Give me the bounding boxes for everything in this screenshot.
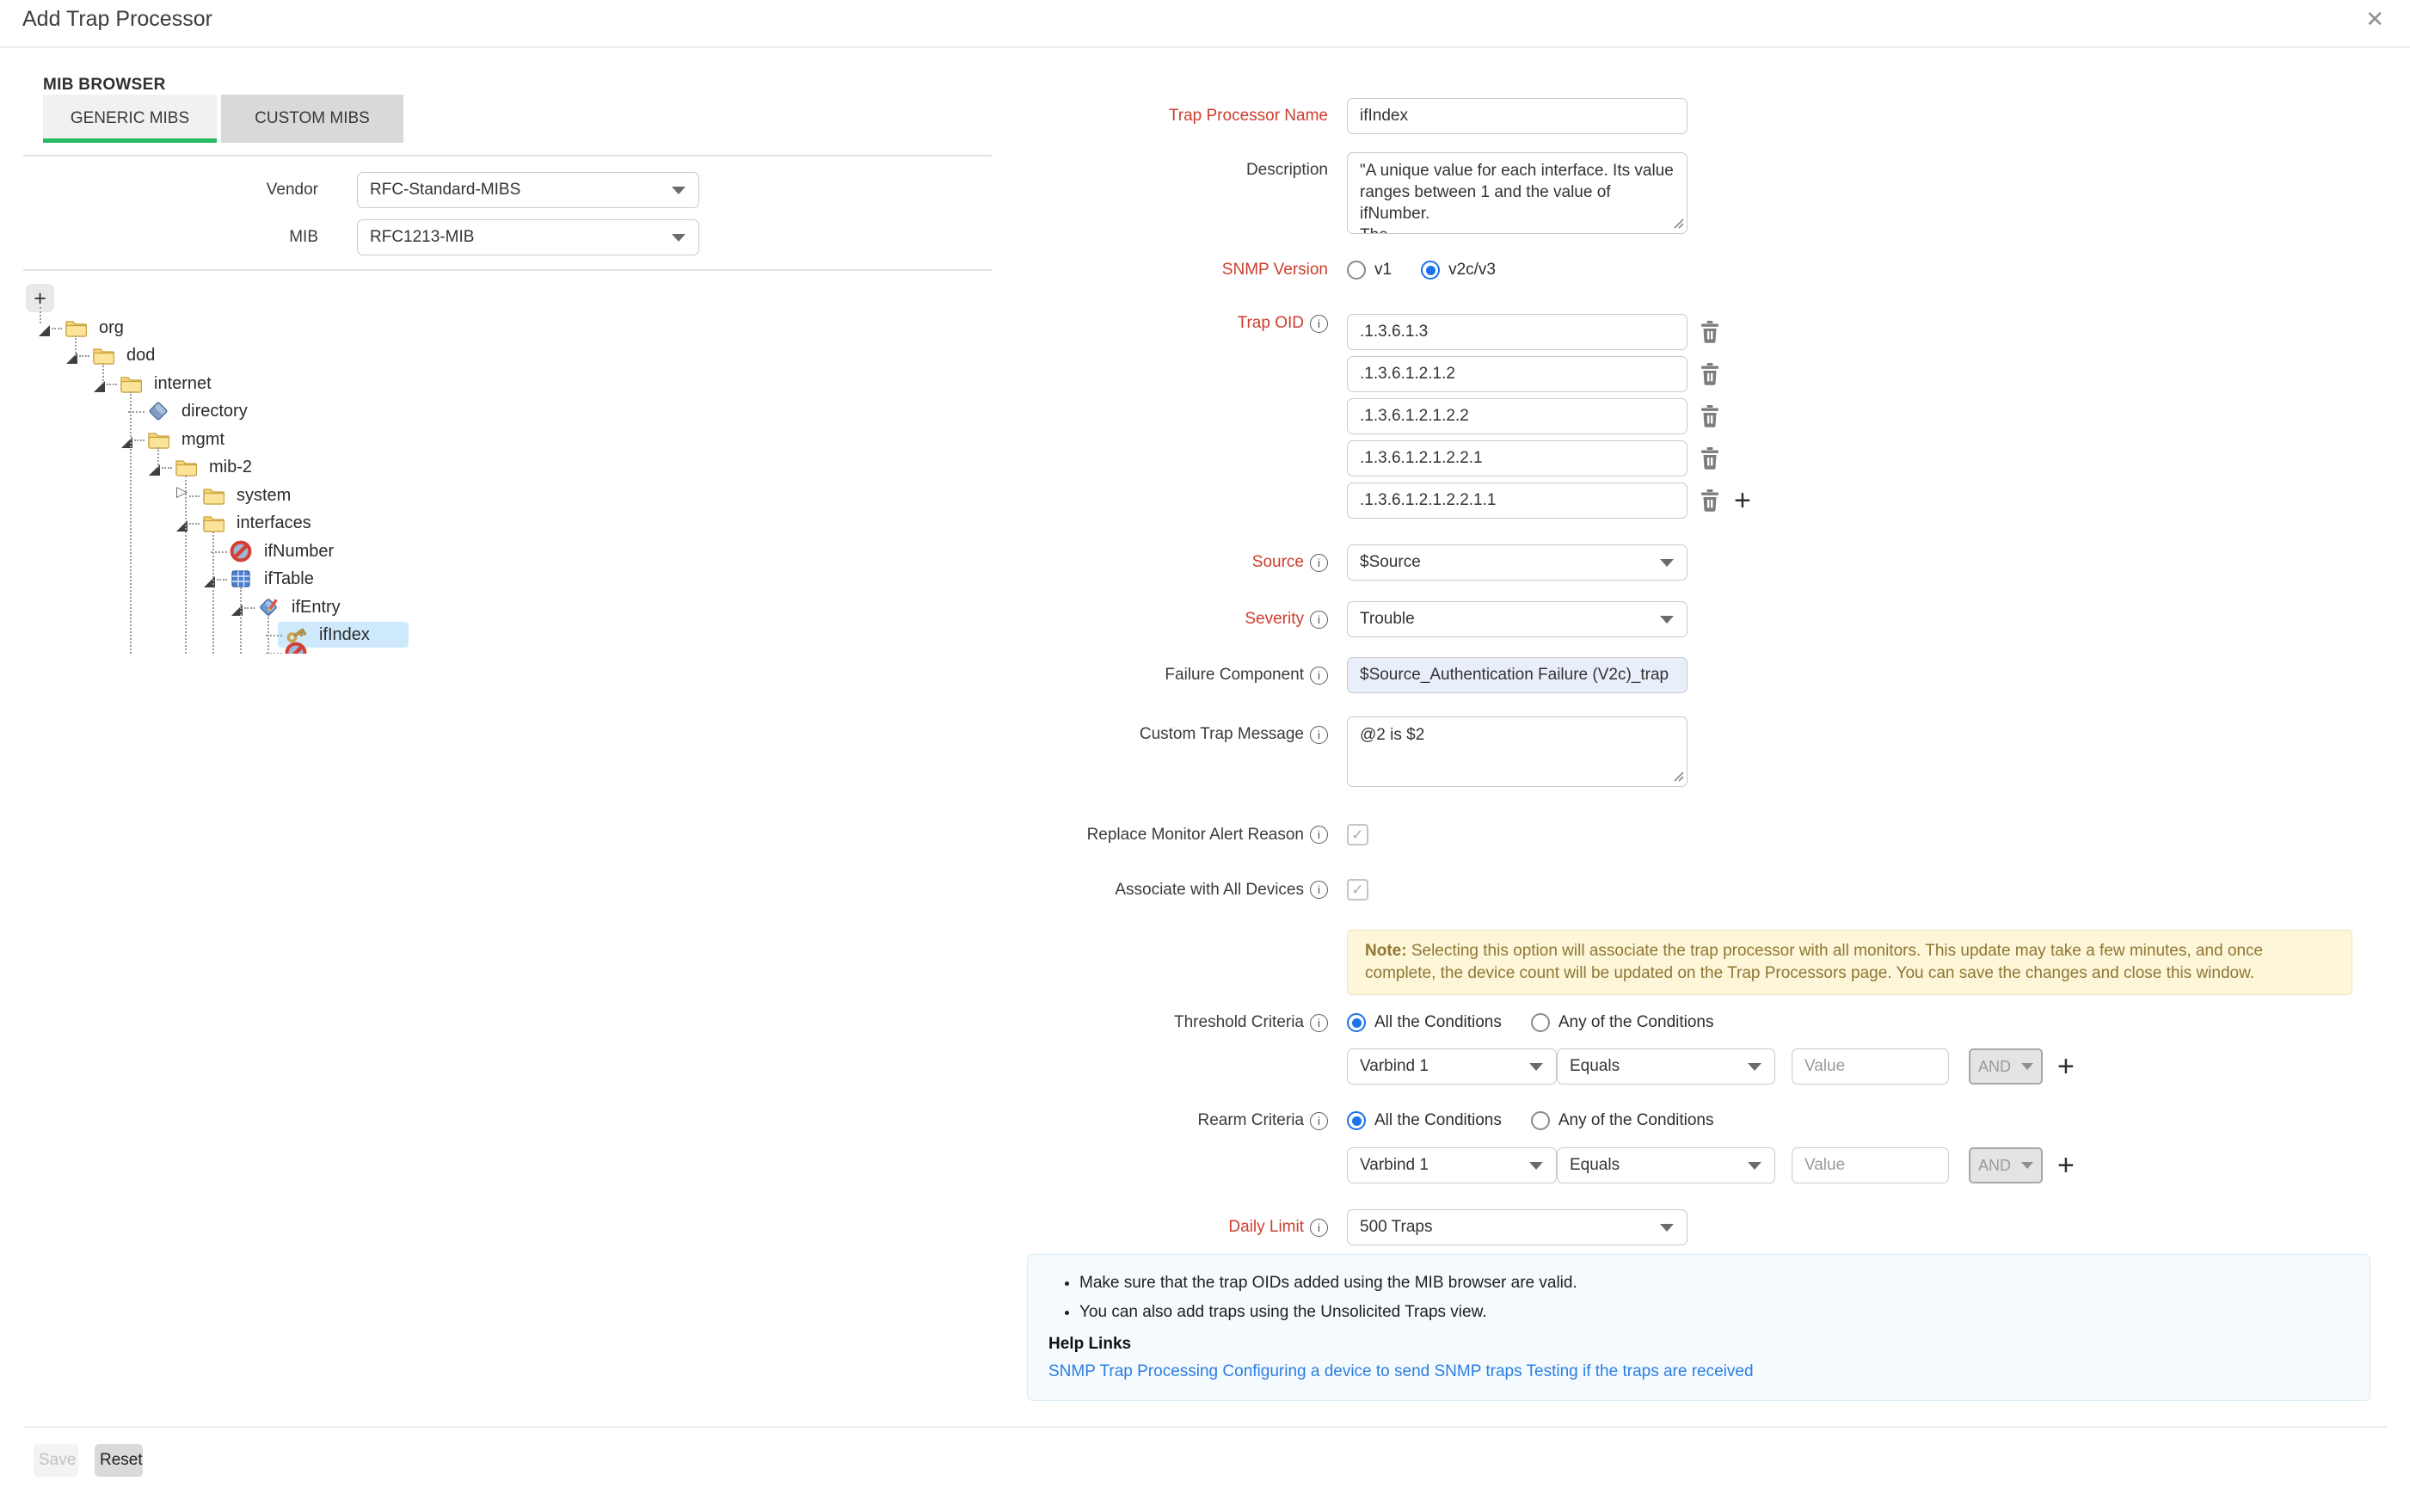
info-icon[interactable]: i [1310, 554, 1328, 572]
tree-node-label: mgmt [181, 429, 224, 449]
tree-connector-dots [217, 579, 227, 581]
footer-divider [23, 1426, 2387, 1428]
info-icon[interactable]: i [1310, 1014, 1328, 1032]
trap-oid-input[interactable] [1347, 356, 1688, 392]
info-icon[interactable]: i [1310, 1219, 1328, 1237]
check-icon: ✓ [1351, 826, 1364, 843]
associate-note [1347, 930, 2352, 995]
tree-connector-dots [189, 523, 200, 525]
resize-handle-icon[interactable] [1672, 217, 1684, 233]
vendor-label: Vendor [266, 181, 318, 199]
no-access-icon [230, 540, 252, 562]
tree-node-interfaces[interactable] [0, 508, 774, 538]
threshold-criteria-row [843, 1013, 1714, 1032]
chevron-down-icon [1529, 1063, 1543, 1071]
tree-node-internet[interactable] [0, 369, 774, 398]
tree-connector-dots [134, 439, 144, 441]
failure-component-row [843, 657, 1688, 693]
tree-expanded-arrow-icon[interactable] [39, 325, 50, 336]
no-access-icon [285, 642, 307, 654]
description-label: Description [1245, 161, 1328, 179]
tree-connector-dots [189, 495, 200, 497]
add-rearm-condition-button[interactable]: + [2057, 1149, 2075, 1182]
threshold-operator-value: Equals [1570, 1057, 1620, 1075]
tree-connector-line [157, 447, 159, 468]
tree-node-ifEntry[interactable] [0, 593, 774, 622]
vendor-value: RFC-Standard-MIBS [370, 181, 521, 199]
vendor-row [86, 172, 699, 208]
tree-connector-dots [79, 355, 89, 357]
trap-oid-input[interactable] [1347, 482, 1688, 519]
threshold-condition-row [1347, 1048, 2075, 1085]
note-prefix: Note: [1365, 942, 1407, 960]
trap-oid-input[interactable] [1347, 398, 1688, 434]
failure-component-label: Failure Component [1165, 666, 1304, 684]
tree-node-org[interactable] [0, 313, 774, 342]
trap-oid-row [1347, 398, 1751, 434]
snmp-v1-radio[interactable] [1347, 261, 1366, 280]
daily-limit-value: 500 Traps [1360, 1218, 1433, 1236]
tab-generic-mibs-label: GENERIC MIBS [70, 109, 190, 127]
help-links-title: Help Links [1048, 1335, 1132, 1353]
save-button[interactable]: Save [34, 1444, 78, 1477]
threshold-all-conditions-label: All the Conditions [1374, 1013, 1502, 1031]
tree-node-label: interfaces [237, 513, 311, 533]
help-link[interactable]: Configuring a device to send SNMP traps [1222, 1362, 1522, 1380]
associate-with-all-devices-row [843, 879, 1368, 900]
source-label: Source [1251, 553, 1304, 571]
rearm-all-conditions-label: All the Conditions [1374, 1111, 1502, 1129]
severity-select[interactable] [1347, 601, 1688, 637]
threshold-value-input[interactable] [1792, 1048, 1949, 1085]
tree-node-mib-2[interactable] [0, 452, 774, 482]
tree-node-mgmt[interactable] [0, 425, 774, 454]
header-divider [0, 46, 2410, 48]
tree-node-ifNumber[interactable] [0, 537, 774, 566]
chevron-down-icon [1660, 1224, 1674, 1232]
replace-monitor-alert-reason-checkbox[interactable] [1347, 824, 1368, 845]
failure-component-input[interactable] [1347, 657, 1688, 693]
threshold-criteria-label: Threshold Criteria [1174, 1013, 1304, 1031]
rearm-criteria-label: Rearm Criteria [1197, 1111, 1304, 1129]
daily-limit-select[interactable] [1347, 1209, 1688, 1245]
tree-node-label: internet [154, 373, 212, 393]
snmp-v2c-v3-radio[interactable] [1421, 261, 1440, 280]
rearm-varbind-select[interactable] [1347, 1147, 1557, 1183]
directory-icon [147, 400, 169, 422]
rearm-condition-row [1347, 1147, 2075, 1183]
threshold-varbind-value: Varbind 1 [1360, 1057, 1429, 1075]
tree-connector-dots [107, 384, 117, 385]
mib-value: RFC1213-MIB [370, 228, 475, 246]
tree-node-label: system [237, 485, 292, 505]
chevron-down-icon [672, 187, 685, 194]
trap-oid-row [1347, 440, 1751, 476]
delete-oid-trash-icon[interactable] [1700, 363, 1719, 386]
tree-node-label: ifEntry [292, 597, 341, 617]
tree-connector-dots [162, 467, 172, 469]
tree-node-label: ifIndex [319, 624, 370, 644]
tree-connector-line [240, 587, 242, 654]
tree-node-dod[interactable] [0, 341, 774, 370]
tree-expand-all-button[interactable]: + [26, 284, 54, 312]
trap-oid-input[interactable] [1347, 314, 1688, 350]
chevron-down-icon [1529, 1162, 1543, 1170]
trap-oid-label-row [843, 314, 1328, 333]
trap-processor-name-row [843, 98, 1688, 134]
tree-connector-dots [244, 607, 255, 609]
threshold-operator-select[interactable] [1557, 1048, 1775, 1085]
rearm-join-value: AND [1978, 1156, 2012, 1174]
mib-browser-heading: MIB BROWSER [43, 76, 166, 94]
tree-connector-line [40, 307, 41, 323]
tree-connector-line [102, 363, 104, 384]
add-oid-button[interactable]: + [1734, 484, 1751, 517]
tree-node-label: dod [126, 346, 156, 366]
threshold-all-conditions-radio[interactable] [1347, 1013, 1366, 1032]
trap-oid-row [1347, 356, 1751, 392]
tree-node-label: org [99, 318, 124, 337]
info-icon[interactable]: i [1310, 1112, 1328, 1130]
tree-node-ifTable[interactable] [0, 564, 774, 593]
chevron-down-icon [672, 234, 685, 242]
help-links [1048, 1362, 2349, 1381]
info-bullet-list [1048, 1272, 2349, 1323]
info-icon[interactable]: i [1310, 315, 1328, 333]
tree-connector-line [130, 391, 132, 654]
source-select[interactable] [1347, 544, 1688, 581]
mib-select[interactable] [357, 219, 699, 255]
chevron-down-icon [2021, 1162, 2033, 1169]
daily-limit-label: Daily Limit [1228, 1218, 1304, 1236]
info-icon[interactable]: i [1310, 667, 1328, 685]
description-row [843, 152, 1688, 238]
tree-connector-dots [52, 328, 62, 329]
severity-row [843, 601, 1688, 637]
rearm-all-conditions-radio[interactable] [1347, 1111, 1366, 1130]
rearm-any-conditions-radio[interactable] [1531, 1111, 1550, 1130]
info-icon[interactable]: i [1310, 611, 1328, 629]
tab-custom-mibs-label: CUSTOM MIBS [255, 109, 370, 127]
rearm-value-input[interactable] [1792, 1147, 1949, 1183]
help-info-box [1027, 1254, 2370, 1401]
add-threshold-condition-button[interactable]: + [2057, 1050, 2075, 1083]
reset-button[interactable]: Reset [95, 1444, 143, 1477]
rearm-criteria-row [843, 1111, 1714, 1130]
tree-collapsed-arrow-icon[interactable]: ▷ [176, 482, 188, 500]
page-title: Add Trap Processor [22, 7, 212, 31]
severity-label: Severity [1245, 610, 1304, 628]
info-icon[interactable]: i [1310, 726, 1328, 744]
mib-row [86, 219, 699, 255]
delete-oid-trash-icon[interactable] [1700, 405, 1719, 428]
replace-monitor-alert-reason-row [843, 824, 1368, 845]
threshold-varbind-select[interactable] [1347, 1048, 1557, 1085]
mib-tabs [43, 95, 403, 143]
chevron-down-icon [1660, 616, 1674, 624]
tree-node-label: ifTable [264, 569, 314, 589]
daily-limit-row [843, 1209, 1688, 1245]
mib-label: MIB [289, 228, 318, 246]
rearm-operator-select[interactable] [1557, 1147, 1775, 1183]
tree-connector-line [185, 476, 187, 654]
chevron-down-icon [1660, 559, 1674, 567]
snmp-v1-label: v1 [1374, 261, 1393, 279]
vendor-select[interactable] [357, 172, 699, 208]
info-bullet: • You can also add traps using the Unsolicited Traps view. [1079, 1301, 2349, 1323]
delete-oid-trash-icon[interactable] [1700, 321, 1719, 344]
info-icon[interactable]: i [1310, 826, 1328, 844]
chevron-down-icon [1748, 1063, 1761, 1071]
snmp-v2c-v3-label: v2c/v3 [1448, 261, 1496, 279]
trap-oid-row [1347, 482, 1751, 519]
associate-with-all-devices-checkbox[interactable] [1347, 879, 1368, 900]
trap-oid-input[interactable] [1347, 440, 1688, 476]
tree-node-partial[interactable] [0, 638, 774, 654]
tree-node-label: mib-2 [209, 458, 253, 477]
snmp-version-row [843, 261, 1496, 280]
rearm-varbind-value: Varbind 1 [1360, 1156, 1429, 1174]
tree-node-system[interactable] [0, 481, 774, 510]
threshold-any-conditions-radio[interactable] [1531, 1013, 1550, 1032]
trap-processor-name-input[interactable] [1347, 98, 1688, 134]
replace-monitor-alert-reason-label: Replace Monitor Alert Reason [1086, 825, 1304, 844]
chevron-down-icon [1748, 1162, 1761, 1170]
custom-trap-message-textarea[interactable] [1347, 716, 1688, 787]
close-icon[interactable]: ✕ [2360, 7, 2389, 31]
associate-with-all-devices-label: Associate with All Devices [1115, 880, 1304, 899]
folder-icon [202, 484, 224, 507]
delete-oid-trash-icon[interactable] [1700, 489, 1719, 513]
info-bullet: • Make sure that the trap OIDs added using the MIB browser are valid. [1079, 1272, 2349, 1294]
check-icon: ✓ [1351, 881, 1364, 898]
active-tab-underline [43, 138, 217, 143]
custom-trap-message-label: Custom Trap Message [1139, 725, 1304, 743]
severity-value: Trouble [1360, 610, 1415, 628]
tree-node-label: ifNumber [264, 541, 335, 561]
snmp-version-label: SNMP Version [1221, 261, 1328, 279]
info-icon[interactable]: i [1310, 881, 1328, 899]
tab-generic-mibs[interactable] [43, 95, 217, 143]
resize-handle-icon[interactable] [1672, 770, 1684, 786]
tree-node-directory[interactable] [0, 396, 774, 426]
tab-custom-mibs[interactable] [221, 95, 403, 143]
delete-oid-trash-icon[interactable] [1700, 447, 1719, 470]
custom-trap-message-row [843, 716, 1688, 791]
tree-connector-line [212, 532, 214, 654]
trap-oid-list [1347, 314, 1751, 525]
trap-processor-name-label: Trap Processor Name [1168, 107, 1328, 125]
trap-oid-row [1347, 314, 1751, 350]
rearm-join-select [1969, 1147, 2043, 1183]
source-value: $Source [1360, 553, 1421, 571]
help-link[interactable]: SNMP Trap Processing [1048, 1362, 1219, 1380]
chevron-down-icon [2021, 1063, 2033, 1070]
threshold-join-select [1969, 1048, 2043, 1085]
mib-tree [0, 280, 998, 654]
tree-connector-line [75, 335, 77, 356]
source-row [843, 544, 1688, 581]
trap-oid-label: Trap OID [1237, 314, 1304, 332]
rearm-operator-value: Equals [1570, 1156, 1620, 1174]
tree-node-label: directory [181, 402, 248, 421]
note-text: Selecting this option will associate the trap processor with all monitors. This update may take a few minutes, and once complete, the device count will be updated on the Trap Processors page. You can save the changes and close this window. [1365, 942, 2264, 982]
threshold-any-conditions-label: Any of the Conditions [1558, 1013, 1714, 1031]
help-link[interactable]: Testing if the traps are received [1526, 1362, 1754, 1380]
rearm-any-conditions-label: Any of the Conditions [1558, 1111, 1714, 1129]
description-textarea[interactable] [1347, 152, 1688, 234]
threshold-join-value: AND [1978, 1057, 2012, 1075]
tree-connector-line [267, 615, 269, 654]
